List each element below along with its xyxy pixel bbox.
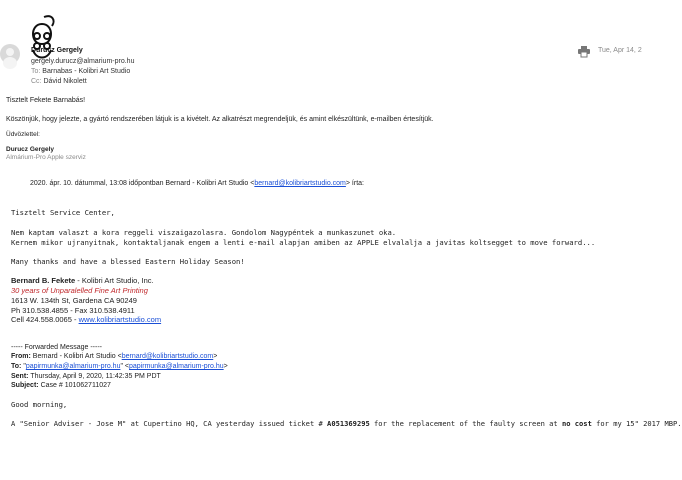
- cc-value[interactable]: Dávid Nikolett: [43, 78, 87, 85]
- cc-label: Cc:: [31, 78, 42, 85]
- quote-intro: [30, 179, 364, 188]
- quoted-signature-cell: [11, 315, 161, 324]
- quoted-signature-phone: Ph 310.538.4855 - Fax 310.538.4911: [11, 306, 135, 315]
- reply-greeting: Tisztelt Fekete Barnabás!: [6, 97, 86, 104]
- message-text-3: for my 15" 2017 MBP.: [591, 419, 682, 428]
- forwarded-from: [11, 352, 217, 361]
- quoted-signature-company: - Kolibri Art Studio, Inc.: [75, 276, 154, 285]
- forwarded-sent-value: Thursday, April 9, 2020, 11:42:35 PM PDT: [28, 373, 161, 380]
- reply-body: Köszönjük, hogy jelezte, a gyártó rendszerében látjuk is a kivételt. Az alkatrészt megrendeljük, és amint elkészültünk, e-mailben értesítjük.: [6, 116, 434, 123]
- to-label: To:: [31, 68, 41, 75]
- reply-signature-company: Almárium-Pro Apple szerviz: [6, 154, 86, 161]
- message-paragraph: [11, 419, 682, 430]
- quote-intro-prefix: 2020. ápr. 10. dátummal, 13:08 időpontban Bernard - Kolibri Art Studio <: [30, 180, 255, 187]
- quoted-thanks: Many thanks and have a blessed Eastern Holiday Season!: [11, 257, 245, 266]
- print-button[interactable]: [578, 44, 590, 62]
- quote-intro-email[interactable]: bernard@kolibriartstudio.com: [254, 180, 346, 187]
- quoted-signature-tagline: 30 years of Unparalelled Fine Art Printing: [11, 286, 148, 295]
- message-text-2: for the replacement of the faulty screen at: [369, 419, 562, 428]
- message-no-cost: no cost: [561, 419, 592, 428]
- forwarded-to: [11, 362, 228, 371]
- forwarded-sent: [11, 372, 161, 381]
- reply-signature-name: Durucz Gergely: [6, 146, 55, 153]
- forwarded-to-label: To:: [11, 363, 22, 370]
- forwarded-divider: ----- Forwarded Message -----: [11, 344, 103, 351]
- forwarded-to-quote-open: ": [21, 363, 26, 370]
- forwarded-subject-value: Case # 101062711027: [38, 382, 111, 389]
- forwarded-from-email[interactable]: bernard@kolibriartstudio.com: [121, 353, 214, 360]
- forwarded-sent-label: Sent:: [11, 373, 29, 380]
- quote-intro-suffix: > írta:: [345, 180, 364, 187]
- quoted-signature-website[interactable]: www.kolibriartstudio.com: [78, 315, 162, 324]
- message-ticket-number: A051369295: [327, 419, 370, 428]
- to-value[interactable]: Barnabas - Kolibri Art Studio: [42, 68, 131, 75]
- reply-closing: Üdvözlettel:: [6, 131, 40, 138]
- forwarded-from-label: From:: [11, 353, 31, 360]
- sender-avatar: [0, 44, 20, 64]
- quoted-line-1: Nem kaptam valaszt a kora reggeli viszaigazolasra. Gondolom Nagypéntek a munkaszunet oka.: [11, 228, 397, 237]
- forwarded-to-quote-close: " <: [120, 363, 129, 370]
- forwarded-from-value: Bernard - Kolibri Art Studio <: [30, 353, 122, 360]
- quoted-signature-name: Bernard B. Fekete: [11, 276, 76, 285]
- forwarded-subject: [11, 381, 111, 390]
- quoted-signature-cell-text: Cell 424.558.0065 -: [11, 315, 79, 324]
- forwarded-to-close: >: [223, 363, 228, 370]
- forwarded-to-email-2[interactable]: papirmunka@almarium-pro.hu: [129, 363, 224, 370]
- forwarded-subject-label: Subject:: [11, 382, 39, 389]
- quoted-signature-address: 1613 W. 134th St, Gardena CA 90249: [11, 296, 137, 305]
- sender-email[interactable]: gergely.durucz@almarium-pro.hu: [31, 58, 135, 65]
- message-date: Tue, Apr 14, 2: [598, 47, 642, 54]
- message-greeting: Good morning,: [11, 400, 68, 409]
- quoted-greeting: Tisztelt Service Center,: [11, 208, 115, 217]
- forwarded-to-email-1[interactable]: papirmunka@almarium-pro.hu: [25, 363, 121, 370]
- avatar-icon: [0, 44, 20, 64]
- print-icon: [578, 46, 590, 57]
- quoted-signature-title: [11, 276, 154, 285]
- sender-name: Durucz Gergely: [31, 47, 83, 54]
- quoted-line-2: Kernem mikor ujranyitnak, kontaktaljanak engem a lenti e-mail alapjan amiben az APPLE elvalalja a javitas koltsegget to move forward...: [11, 238, 596, 247]
- cc-line: [31, 77, 87, 86]
- to-line: [31, 67, 130, 76]
- message-text-1: A "Senior Adviser - Jose M" at Cupertino HQ, CA yesterday issued ticket #: [11, 419, 328, 428]
- forwarded-from-close: >: [213, 353, 218, 360]
